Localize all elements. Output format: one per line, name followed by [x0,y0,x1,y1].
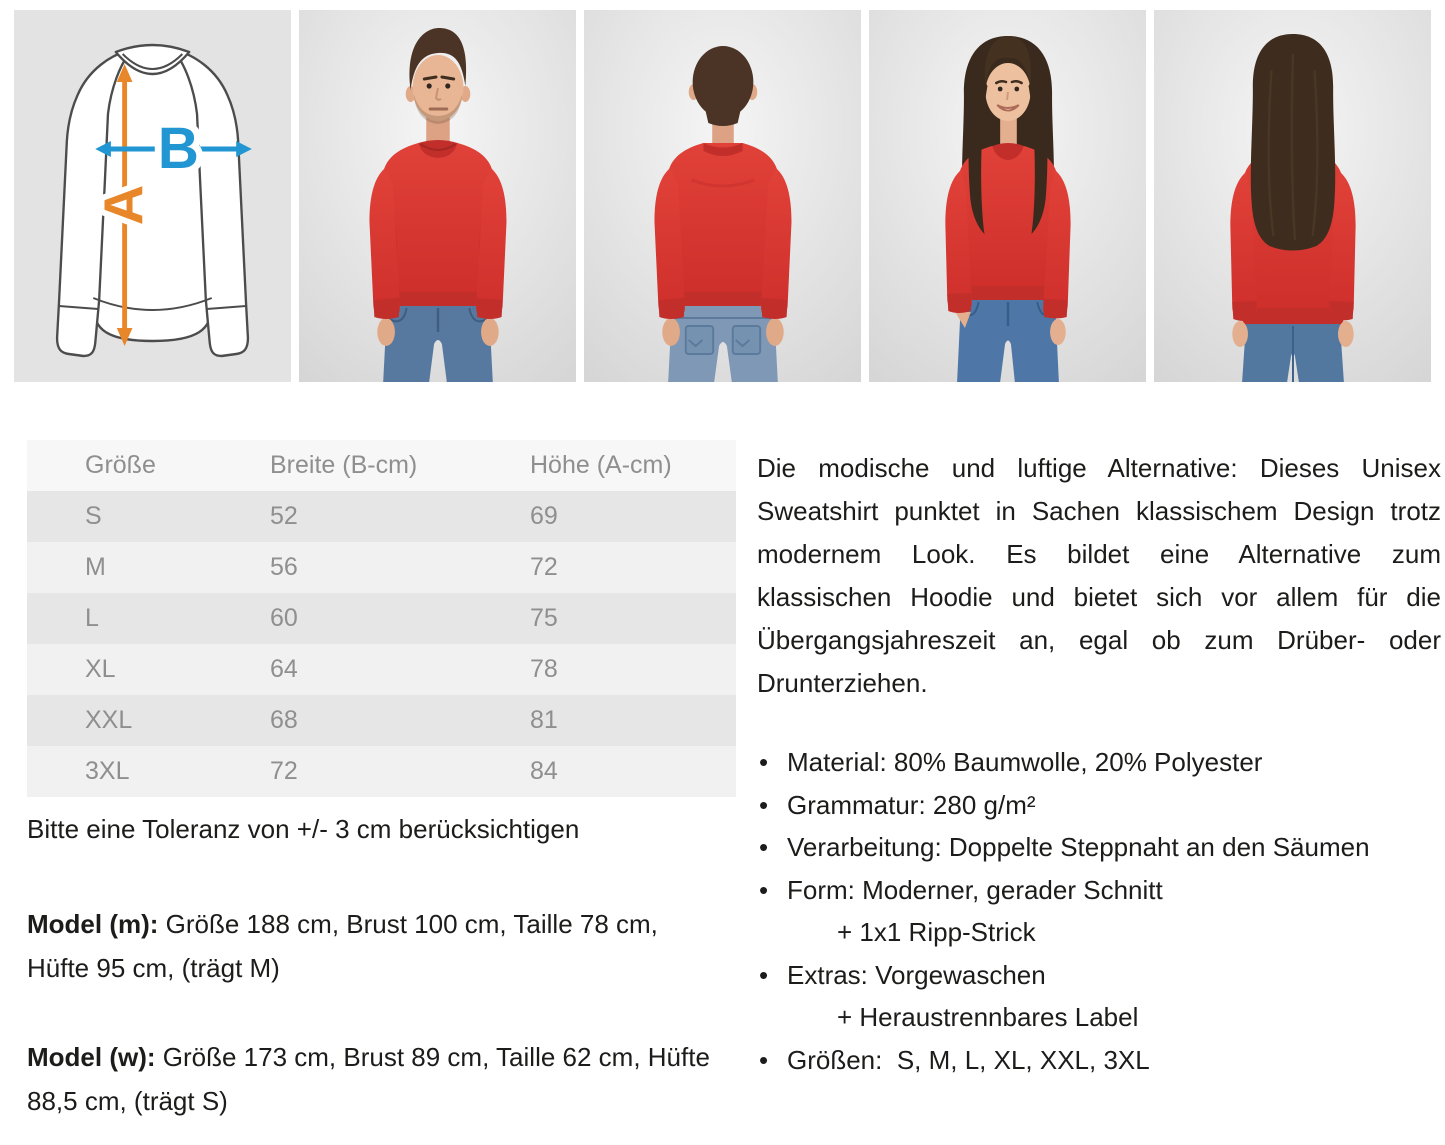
photo-woman-front [869,10,1146,382]
model-w-label: Model (w): [27,1042,156,1072]
man-front-illustration [299,10,576,382]
man-back-torso [666,143,780,294]
woman-back-illustration [1154,10,1431,382]
model-m-label: Model (m): [27,909,159,939]
hoehe-cell: 69 [530,502,558,530]
size-cell: 3XL [85,757,130,785]
sweatshirt-measurement-diagram [14,10,291,382]
hoehe-cell: 81 [530,706,558,734]
size-table-row-s [27,491,736,542]
size-table-header-row [27,440,736,491]
breite-cell: 68 [270,706,298,734]
model-w-text: Größe 173 cm, Brust 89 cm, Taille 62 cm, Hüfte 88,5 cm, (trägt S) [27,1042,710,1116]
man-back-illustration [584,10,861,382]
hoehe-cell: 72 [530,553,558,581]
feature-grammatur: • Grammatur: 280 g/m² [757,784,1441,827]
breite-cell: 56 [270,553,298,581]
man-back-hair [693,46,754,118]
feature-extras: • Extras: Vorgewaschen [757,954,1441,997]
size-table-row-xxl [27,695,736,746]
model-m-info [27,902,722,990]
breite-cell: 60 [270,604,298,632]
product-description-column [757,447,1441,1081]
size-cell: XXL [85,706,133,734]
hoehe-cell: 78 [530,655,558,683]
size-table-row-xl [27,644,736,695]
size-table-header-breite: Breite (B-cm) [270,451,418,479]
breite-cell: 64 [270,655,298,683]
breite-cell: 72 [270,757,298,785]
size-cell: L [85,604,99,632]
feature-verarbeitung: • Verarbeitung: Doppelte Steppnaht an den Säumen [757,826,1441,869]
size-cell: S [85,502,102,530]
feature-extras-addition: + Heraustrennbares Label [837,1002,1139,1032]
product-feature-list [757,741,1441,1081]
size-table-row-3xl [27,746,736,797]
feature-groessen: • Größen: S, M, L, XL, XXL, 3XL [757,1039,1441,1082]
feature-form: • Form: Moderner, gerader Schnitt [757,869,1441,912]
photo-man-back [584,10,861,382]
product-image-gallery [14,10,1431,382]
size-info-column [27,440,736,1145]
product-description-paragraph: Die modische und luftige Alternative: Dieses Unisex Sweatshirt punktet in Sachen klassischem Design trotz modernem Look. Es bildet eine Alternative zum klassischen Hoodie und bietet sich vor allem für die Übergangsjahreszeit an, egal ob zum Drüber- oder Drunterziehen. [757,453,1441,698]
size-table-row-m [27,542,736,593]
man-sweatshirt-torso [381,143,495,294]
woman-front-illustration [869,10,1146,382]
tolerance-note: Bitte eine Toleranz von +/- 3 cm berücksichtigen [27,814,580,844]
size-cell: XL [85,655,116,683]
hoehe-cell: 84 [530,757,558,785]
size-table-header-size: Größe [85,451,156,479]
hoehe-cell: 75 [530,604,558,632]
size-diagram-image [14,10,291,382]
size-table-row-l [27,593,736,644]
measurement-a-label: A [92,184,155,226]
photo-woman-back [1154,10,1431,382]
measurement-b-label: B [157,116,199,182]
breite-cell: 52 [270,502,298,530]
size-table-header-hoehe: Höhe (A-cm) [530,451,672,479]
model-w-info [27,1035,722,1123]
feature-form-addition: + 1x1 Ripp-Strick [837,917,1036,947]
photo-man-front [299,10,576,382]
size-table [27,440,736,797]
model-m-text: Größe 188 cm, Brust 100 cm, Taille 78 cm, Hüfte 95 cm, (trägt M) [27,909,658,983]
size-cell: M [85,553,106,581]
feature-material: • Material: 80% Baumwolle, 20% Polyester [757,741,1441,784]
